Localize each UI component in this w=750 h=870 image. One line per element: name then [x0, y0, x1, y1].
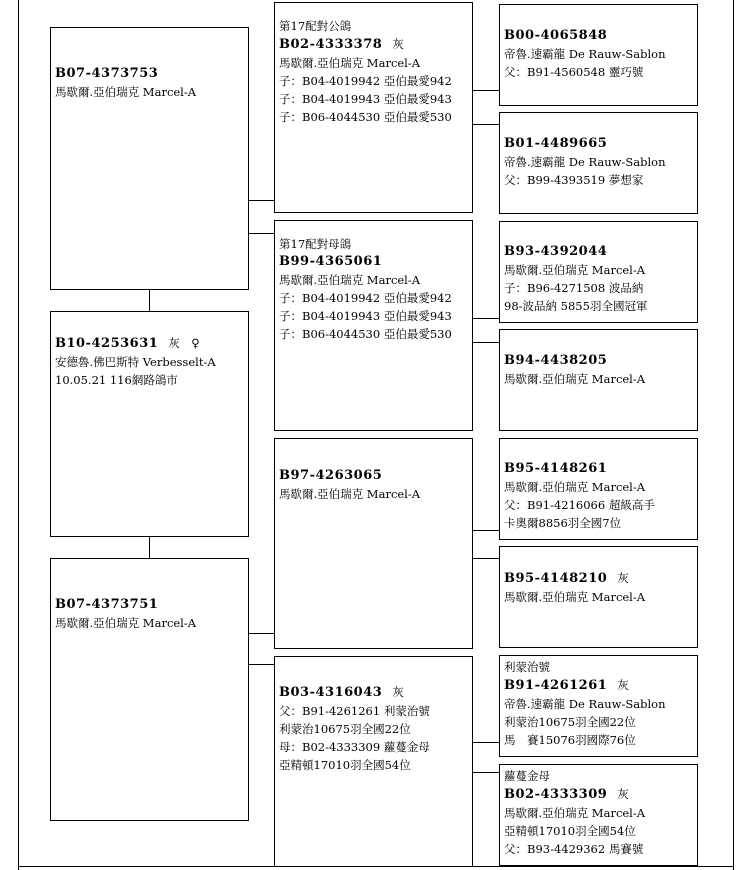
ring-number: B00-4065848 — [504, 28, 608, 43]
pedigree-box-dam — [50, 558, 249, 821]
info-line: 子：B04-4019943 亞伯最愛943 — [279, 92, 452, 106]
info-line: 馬歇爾.亞伯瑞克 Marcel-A — [55, 85, 197, 99]
connector-sd-sds — [473, 318, 499, 319]
color-label: 灰 — [392, 37, 404, 51]
pedigree-box-sire-sire — [274, 2, 473, 213]
info-line: 利蒙治10675羽全國22位 — [279, 722, 411, 736]
page-border-left — [18, 0, 19, 870]
info-line: 父：B93-4429362 馬賽號 — [504, 842, 644, 856]
connector-ds-dss — [473, 530, 499, 531]
pedigree-box-dds — [499, 655, 698, 757]
pedigree-box-dam-dam — [274, 656, 473, 867]
connector-dam-ds — [249, 633, 274, 634]
ring-number: B93-4392044 — [504, 244, 608, 259]
ring-number: B01-4489665 — [504, 136, 608, 151]
pedigree-box-sire-dam — [274, 220, 473, 431]
connector-sd-sdd — [473, 342, 499, 343]
info-line: 馬歇爾.亞伯瑞克 Marcel-A — [504, 263, 646, 277]
box-heading: 蘿蔓金母 — [504, 769, 550, 783]
connector-sire-sd — [249, 233, 274, 234]
info-line: 帝魯.速霸龍 De Rauw-Sablon — [504, 47, 666, 61]
color-label: 灰 — [392, 685, 404, 699]
info-line: 利蒙治10675羽全國22位 — [504, 715, 636, 729]
info-line: 子：B06-4044530 亞伯最愛530 — [279, 327, 452, 341]
pedigree-box-dam-sire — [274, 438, 473, 649]
info-line: 馬歇爾.亞伯瑞克 Marcel-A — [55, 616, 197, 630]
connector-subject-dam — [149, 537, 150, 558]
info-line: 父：B91-4560548 靈巧號 — [504, 65, 644, 79]
info-line: 父：B91-4261261 利蒙治號 — [279, 704, 430, 718]
connector-dd-ddd — [473, 772, 499, 773]
ring-number: B10-4253631 — [55, 336, 159, 351]
box-heading: 第17配對公鴿 — [279, 19, 352, 33]
ring-number: B07-4373753 — [55, 66, 159, 81]
ring-number: B97-4263065 — [279, 468, 383, 483]
info-line: 馬歇爾.亞伯瑞克 Marcel-A — [279, 273, 421, 287]
color-sex: 灰 ♀ — [168, 336, 200, 350]
ring-number: B91-4261261 — [504, 678, 608, 693]
pedigree-box-sdd — [499, 329, 698, 431]
connector-dam-dd — [249, 664, 274, 665]
ring-number: B95-4148210 — [504, 571, 608, 586]
connector-ds-dsd — [473, 558, 499, 559]
pedigree-box-sss — [499, 4, 698, 106]
info-line: 子：B04-4019942 亞伯最愛942 — [279, 74, 452, 88]
pedigree-box-dss — [499, 438, 698, 540]
connector-ss-ssd — [473, 124, 499, 125]
info-line: 母：B02-4333309 蘿蔓金母 — [279, 740, 430, 754]
info-line: 馬歇爾.亞伯瑞克 Marcel-A — [504, 590, 646, 604]
pedigree-box-ssd — [499, 112, 698, 214]
connector-dd-dds — [473, 742, 499, 743]
color-label: 灰 — [617, 571, 629, 585]
info-line: 帝魯.速霸龍 De Rauw-Sablon — [504, 697, 666, 711]
ring-number: B02-4333309 — [504, 787, 608, 802]
connector-ss-sss — [473, 90, 499, 91]
ring-number: B03-4316043 — [279, 685, 383, 700]
info-line: 馬歇爾.亞伯瑞克 Marcel-A — [504, 806, 646, 820]
info-line: 父：B91-4216066 超級高手 — [504, 498, 655, 512]
page-border-right — [733, 0, 734, 870]
info-line: 卡奧爾8856羽全國7位 — [504, 516, 622, 530]
info-line: 亞精頓17010羽全國54位 — [504, 824, 636, 838]
info-line: 父：B99-4393519 夢想家 — [504, 173, 644, 187]
ring-number: B94-4438205 — [504, 353, 608, 368]
info-line: 馬歇爾.亞伯瑞克 Marcel-A — [279, 56, 421, 70]
ring-number: B07-4373751 — [55, 597, 159, 612]
info-line: 馬 賽15076羽國際76位 — [504, 733, 636, 747]
pedigree-box-sire — [50, 27, 249, 290]
color-label: 灰 — [617, 678, 629, 692]
info-line: 馬歇爾.亞伯瑞克 Marcel-A — [504, 480, 646, 494]
ring-number: B02-4333378 — [279, 37, 383, 52]
pedigree-box-dsd — [499, 546, 698, 648]
info-line: 安德魯.佛巴斯特 Verbesselt-A — [55, 355, 216, 369]
info-line: 子：B04-4019943 亞伯最愛943 — [279, 309, 452, 323]
pedigree-box-subject — [50, 311, 249, 537]
pedigree-box-ddd — [499, 764, 698, 866]
color-label: 灰 — [617, 787, 629, 801]
info-line: 亞精頓17010羽全國54位 — [279, 758, 411, 772]
info-line: 帝魯.速霸龍 De Rauw-Sablon — [504, 155, 666, 169]
info-line: 子：B06-4044530 亞伯最愛530 — [279, 110, 452, 124]
ring-number: B95-4148261 — [504, 461, 608, 476]
ring-number: B99-4365061 — [279, 254, 383, 269]
info-line: 子：B04-4019942 亞伯最愛942 — [279, 291, 452, 305]
info-line: 馬歇爾.亞伯瑞克 Marcel-A — [504, 372, 646, 386]
info-line: 馬歇爾.亞伯瑞克 Marcel-A — [279, 487, 421, 501]
connector-sire-ss — [249, 200, 274, 201]
connector-sire-subject — [149, 290, 150, 311]
box-heading: 利蒙治號 — [504, 660, 550, 674]
info-line: 子：B96-4271508 波品納 — [504, 281, 644, 295]
box-heading: 第17配對母鴿 — [279, 237, 352, 251]
info-line: 98-波品納 5855羽全國冠軍 — [504, 299, 648, 313]
info-line: 10.05.21 116網路鴿市 — [55, 373, 178, 387]
pedigree-box-sds — [499, 221, 698, 323]
